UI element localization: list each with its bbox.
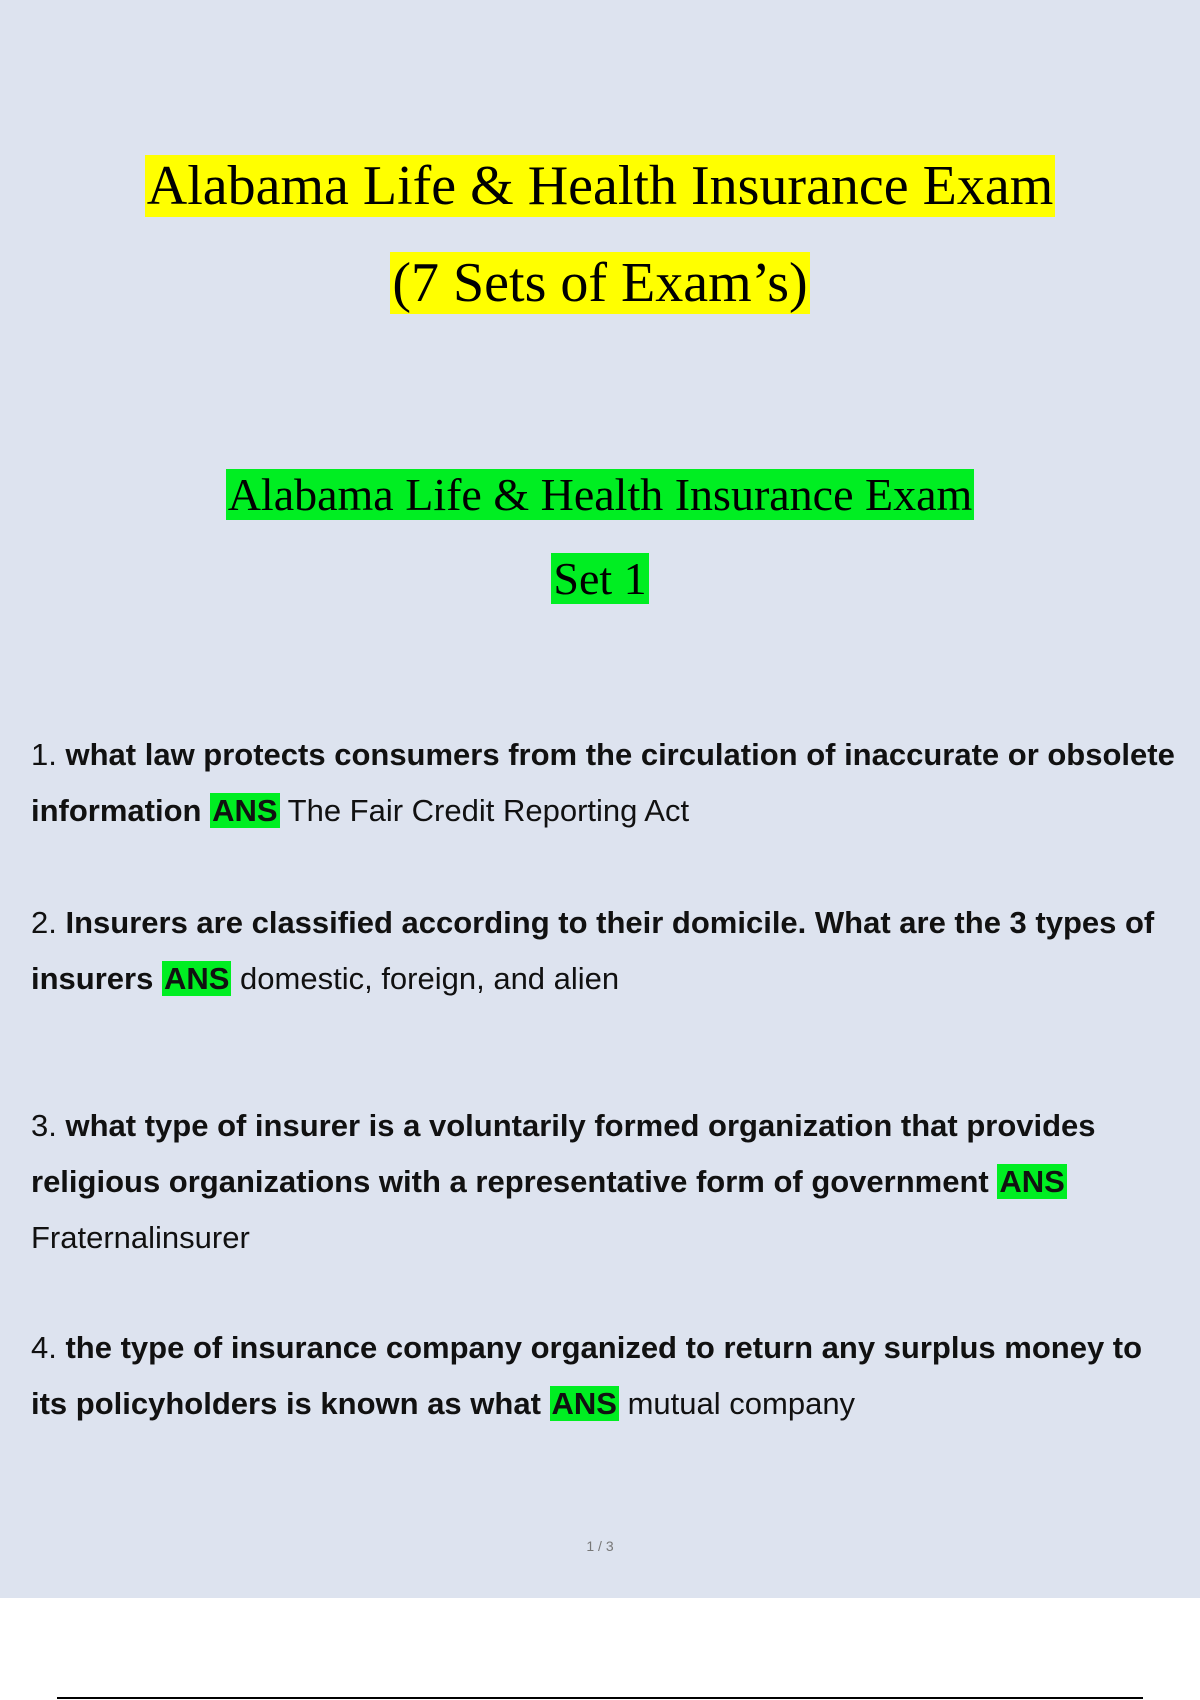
- page-divider: [57, 1697, 1143, 1699]
- question-line: [31, 727, 1200, 783]
- set-title-line-1: [0, 466, 1200, 524]
- exam-title-line-2: [0, 248, 1200, 318]
- question-text: the type of insurance company organized to return any surplus money to: [65, 1330, 1143, 1365]
- question-text: religious organizations with a representative form of government: [31, 1164, 989, 1199]
- answer-text: mutual company: [627, 1386, 856, 1421]
- question-4: [31, 1320, 1200, 1432]
- answer-tag: ANS: [212, 793, 278, 828]
- question-text: information: [31, 793, 202, 828]
- answer-text: Fraternalinsurer: [31, 1220, 250, 1255]
- question-line: [31, 951, 1200, 1007]
- question-2: [31, 895, 1200, 1007]
- exam-title-line-1: [0, 150, 1200, 222]
- question-number: 2.: [31, 905, 57, 940]
- question-text: its policyholders is known as what: [31, 1386, 541, 1421]
- answer-tag: ANS: [999, 1164, 1065, 1199]
- set-title-line-2: [0, 550, 1200, 608]
- answer-text: domestic, foreign, and alien: [240, 961, 620, 996]
- exam-subtitle-highlight: (7 Sets of Exam’s): [392, 252, 808, 314]
- question-line: [31, 1376, 1200, 1432]
- question-3: [31, 1098, 1200, 1266]
- answer-tag: ANS: [551, 1386, 617, 1421]
- question-text: what law protects consumers from the circulation of inaccurate or obsolete: [65, 737, 1175, 772]
- question-line: [31, 895, 1200, 951]
- set-title-highlight: Alabama Life & Health Insurance Exam: [227, 469, 973, 520]
- question-number: 3.: [31, 1108, 57, 1143]
- question-text: Insurers are classified according to their domicile. What are the 3 types of: [65, 905, 1155, 940]
- set-number-highlight: Set 1: [553, 553, 647, 604]
- question-line: [31, 1154, 1200, 1210]
- page-number: 1 / 3: [586, 1538, 614, 1554]
- answer-text: The Fair Credit Reporting Act: [287, 793, 690, 828]
- question-line: [31, 1098, 1200, 1154]
- question-1: [31, 727, 1200, 839]
- question-text: what type of insurer is a voluntarily formed organization that provides: [65, 1108, 1096, 1143]
- exam-title-highlight: Alabama Life & Health Insurance Exam: [146, 155, 1054, 217]
- question-text: insurers: [31, 961, 154, 996]
- question-line: [31, 783, 1200, 839]
- question-line: [31, 1210, 1200, 1266]
- question-line: [31, 1320, 1200, 1376]
- question-number: 1.: [31, 737, 57, 772]
- question-number: 4.: [31, 1330, 57, 1365]
- answer-tag: ANS: [163, 961, 230, 996]
